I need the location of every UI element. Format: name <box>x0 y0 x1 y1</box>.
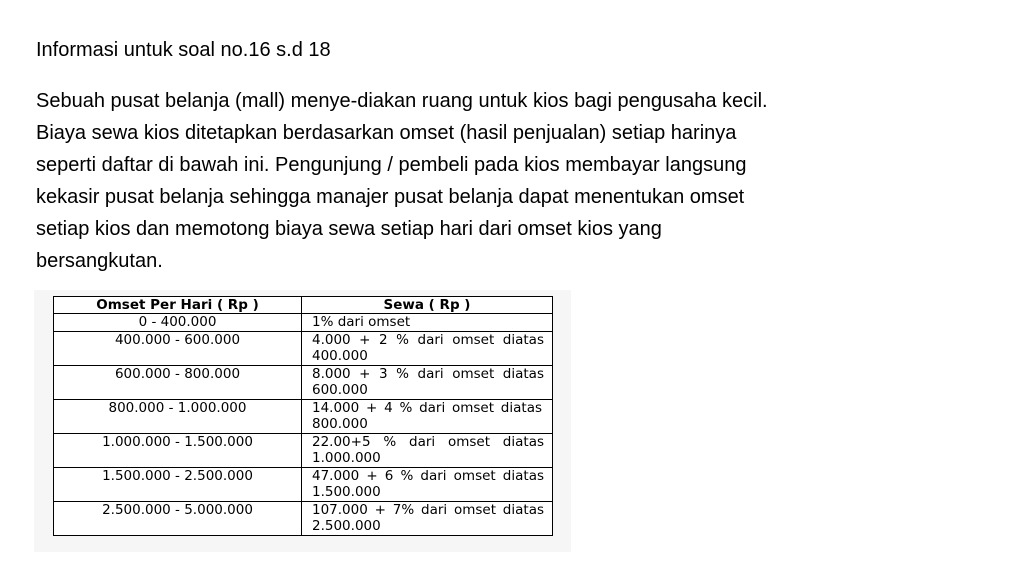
sewa-cell: 8.000 + 3 % dari omset diatas 600.000 <box>302 365 553 399</box>
table-row <box>54 467 553 501</box>
paragraph-line: bersangkutan. <box>36 250 163 272</box>
header-omset: Omset Per Hari ( Rp ) <box>54 297 302 314</box>
omset-cell: 600.000 - 800.000 <box>54 365 302 399</box>
sewa-cell: 4.000 + 2 % dari omset diatas 400.000 <box>302 331 553 365</box>
paragraph-line: Biaya sewa kios ditetapkan berdasarkan omset (hasil penjualan) setiap harinya <box>36 122 737 144</box>
table-row <box>54 433 553 467</box>
table-row <box>54 331 553 365</box>
table-row <box>54 501 553 535</box>
sewa-cell: 47.000 + 6 % dari omset diatas 1.500.000 <box>302 467 553 501</box>
table-row <box>54 314 553 332</box>
table-row <box>54 399 553 433</box>
table-header-row <box>54 297 553 314</box>
header-sewa: Sewa ( Rp ) <box>302 297 553 314</box>
omset-cell: 2.500.000 - 5.000.000 <box>54 501 302 535</box>
sewa-cell: 107.000 + 7% dari omset diatas 2.500.000 <box>302 501 553 535</box>
sewa-cell: 22.00+5 % dari omset diatas 1.000.000 <box>302 433 553 467</box>
paragraph-line: kekasir pusat belanja sehingga manajer pusat belanja dapat menentukan omset <box>36 186 745 208</box>
rent-table <box>53 296 553 536</box>
rent-table-image <box>34 290 571 552</box>
paragraph-line: Sebuah pusat belanja (mall) menye-diakan ruang untuk kios bagi pengusaha kecil. <box>36 90 768 112</box>
description-paragraph <box>36 85 768 277</box>
omset-cell: 0 - 400.000 <box>54 314 302 332</box>
sewa-cell: 1% dari omset <box>302 314 553 332</box>
omset-cell: 1.500.000 - 2.500.000 <box>54 467 302 501</box>
table-row <box>54 365 553 399</box>
omset-cell: 400.000 - 600.000 <box>54 331 302 365</box>
sewa-cell: 14.000 + 4 % dari omset diatas 800.000 <box>302 399 553 433</box>
paragraph-line: setiap kios dan memotong biaya sewa setiap hari dari omset kios yang <box>36 218 662 240</box>
paragraph-line: seperti daftar di bawah ini. Pengunjung / pembeli pada kios membayar langsung <box>36 154 747 176</box>
omset-cell: 800.000 - 1.000.000 <box>54 399 302 433</box>
page-title: Informasi untuk soal no.16 s.d 18 <box>36 39 331 61</box>
omset-cell: 1.000.000 - 1.500.000 <box>54 433 302 467</box>
